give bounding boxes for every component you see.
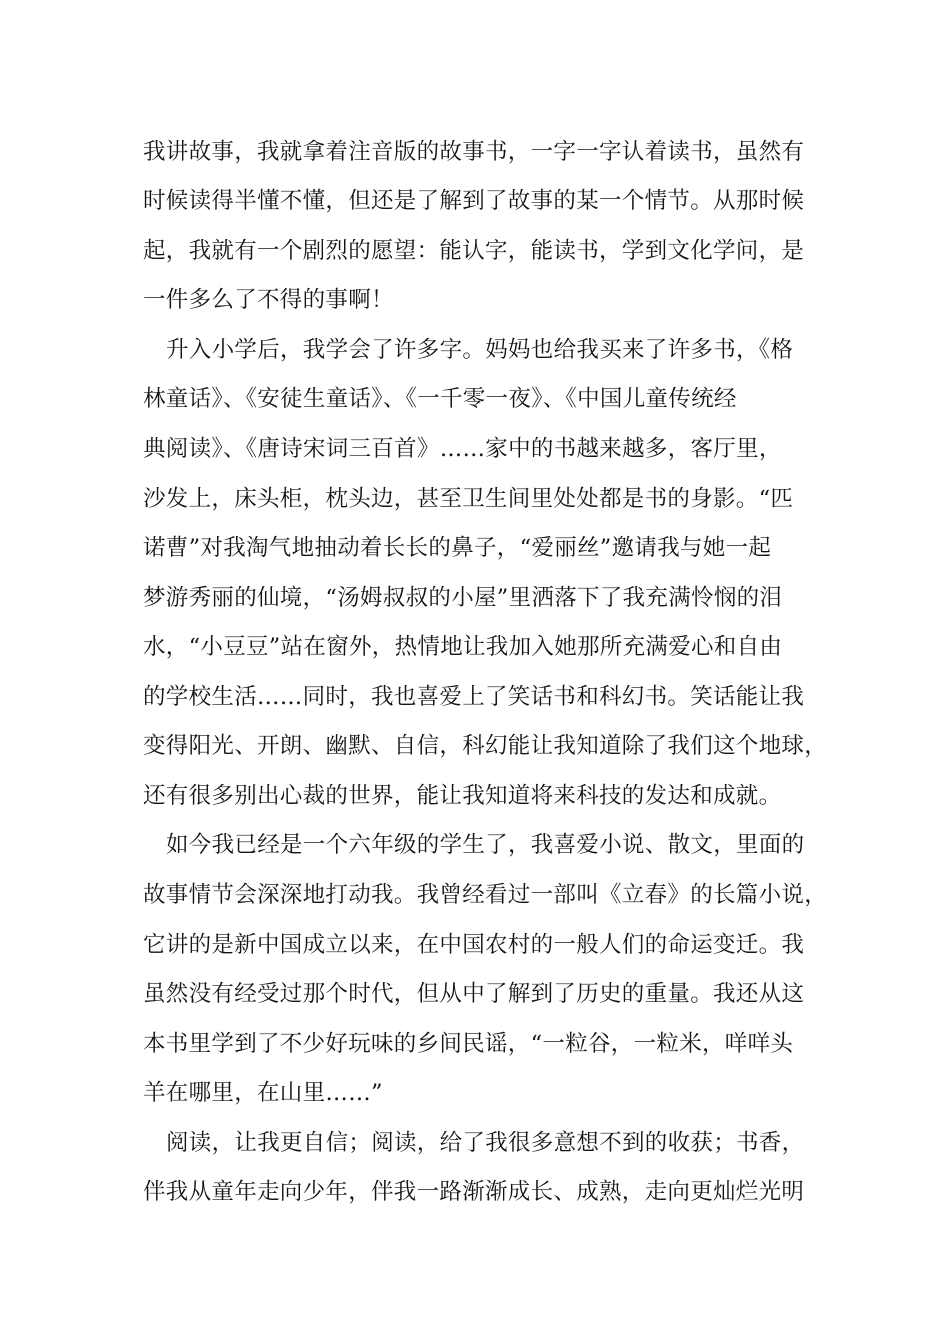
text-line: 变得阳光、开朗、幽默、自信，科幻能让我知道除了我们这个地球，: [143, 733, 828, 759]
text-line: 诺曹”对我淘气地抽动着长长的鼻子，“爱丽丝”邀请我与她一起: [143, 535, 772, 561]
text-line: 林童话》、《安徒生童话》、《一千零一夜》、《中国儿童传统经: [143, 386, 737, 412]
text-line: 我讲故事，我就拿着注音版的故事书，一字一字认着读书，虽然有: [143, 139, 805, 165]
text-line: 水，“小豆豆”站在窗外，热情地让我加入她那所充满爱心和自由: [143, 634, 783, 660]
paragraph-first-line: 阅读，让我更自信；阅读，给了我很多意想不到的收获；书香，: [166, 1130, 805, 1156]
text-line: 羊在哪里，在山里……”: [143, 1080, 383, 1106]
text-line: 本书里学到了不少好玩味的乡间民谣，“一粒谷，一粒米，咩咩头: [143, 1031, 794, 1057]
text-line: 的学校生活……同时，我也喜爱上了笑话书和科幻书。笑话能让我: [143, 684, 805, 710]
text-line: 伴我从童年走向少年，伴我一路渐渐成长、成熟，走向更灿烂光明: [143, 1179, 805, 1205]
paragraph-first-line: 升入小学后，我学会了许多字。妈妈也给我买来了许多书，《格: [166, 337, 794, 363]
text-line: 梦游秀丽的仙境，“汤姆叔叔的小屋”里洒落下了我充满怜悯的泪: [143, 585, 783, 611]
paragraph-first-line: 如今我已经是一个六年级的学生了，我喜爱小说、散文，里面的: [166, 832, 805, 858]
text-line: 起，我就有一个剧烈的愿望：能认字，能读书，学到文化学问，是: [143, 238, 805, 264]
text-line: 还有很多别出心裁的世界，能让我知道将来科技的发达和成就。: [143, 783, 782, 809]
text-line: 一件多么了不得的事啊！: [143, 287, 394, 313]
text-line: 典阅读》、《唐诗宋词三百首》……家中的书越来越多，客厅里，: [143, 436, 782, 462]
text-line: 它讲的是新中国成立以来，在中国农村的一般人们的命运变迁。我: [143, 932, 805, 958]
text-line: 时候读得半懂不懂，但还是了解到了故事的某一个情节。从那时候: [143, 188, 805, 214]
text-line: 虽然没有经受过那个时代，但从中了解到了历史的重量。我还从这: [143, 981, 805, 1007]
text-line: 沙发上，床头柜，枕头边，甚至卫生间里处处都是书的身影。“匹: [143, 486, 794, 512]
text-line: 故事情节会深深地打动我。我曾经看过一部叫《立春》的长篇小说，: [143, 882, 828, 908]
